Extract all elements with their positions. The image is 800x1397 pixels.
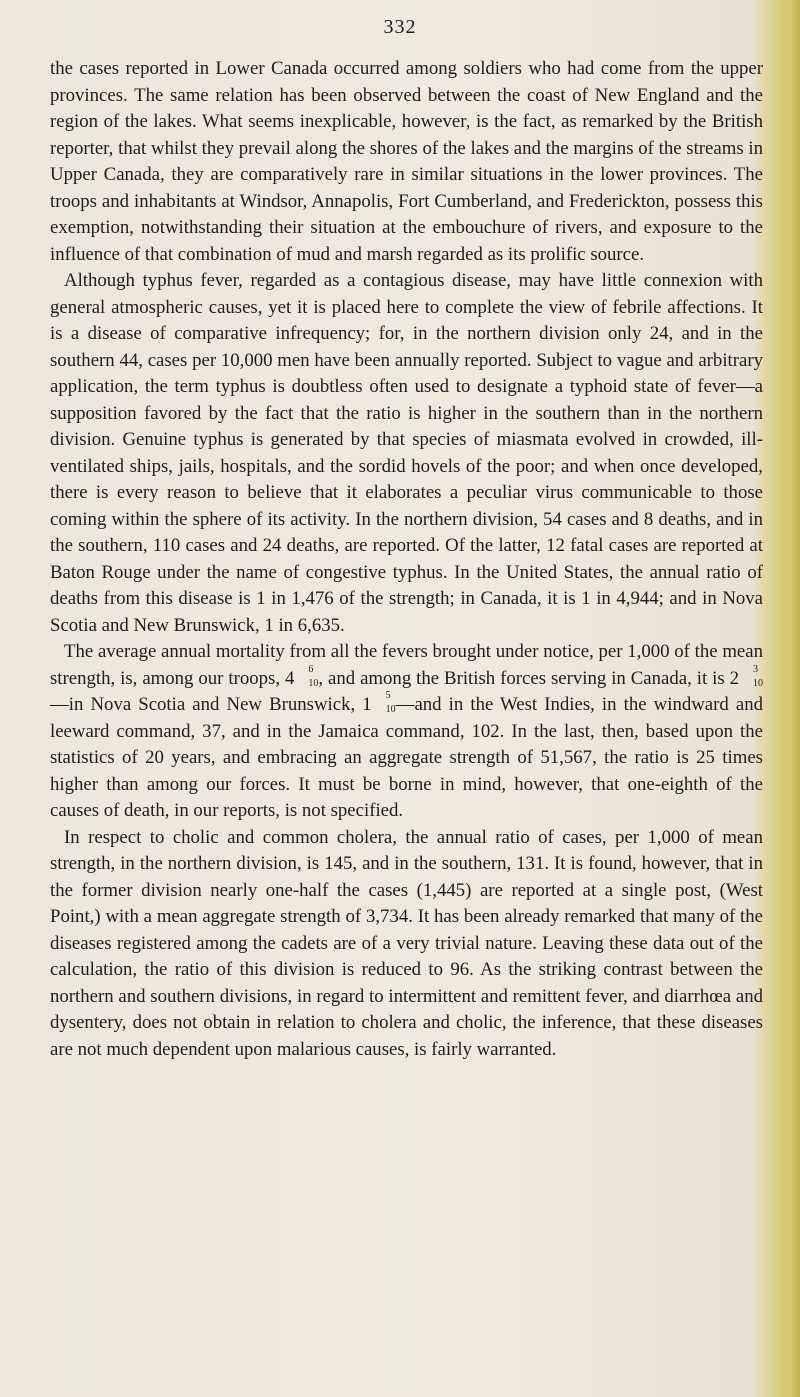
- body-text: [50, 56, 763, 1063]
- paragraph-3-part-d: —and in the West Indies, in the windward and leeward command, 37, and in the Jamaica command, 102. In the last, then, based upon the statistics of 20 years, and embracing an aggregate strength of 51,567, the ratio is 25 times higher than among our forces. It must be borne in mind, however, that one-eighth of the causes of death, in our reports, is not specified.: [50, 694, 764, 821]
- fraction-2-denominator: 10: [753, 677, 763, 689]
- fraction-3: [372, 690, 396, 715]
- page-number: 332: [383, 16, 417, 38]
- fraction-1: [294, 663, 319, 689]
- fraction-2: [739, 663, 763, 689]
- paragraph-3: [50, 639, 763, 825]
- paragraph-4: In respect to cholic and common cholera, the annual ratio of cases, per 1,000 of mean strength, in the northern division, is 145, and in the southern, 131. It is found, however, that in the former division nearly one-half the cases (1,445) are reported at a single post, (West Point,) with a mean aggregate strength of 3,734. It has been already remarked that many of the diseases registered among the cadets are of a very trivial nature. Leaving these data out of the calculation, the ratio of this division is reduced to 96. As the striking contrast between the northern and southern divisions, in regard to intermittent and remittent fever, and diarrhœa and dysentery, does not obtain in relation to cholera and cholic, the inference, that these diseases are not much dependent upon malarious causes, is fairly warranted.: [50, 826, 763, 1060]
- fraction-3-numerator: 5: [385, 690, 391, 701]
- page-edge-stain: [778, 0, 800, 1397]
- paragraph-1: the cases reported in Lower Canada occurred among soldiers who had come from the upper provinces. The same relation has been observed between the coast of New England and the region of the lakes. What seems inexplicable, however, is the fact, as remarked by the British reporter, that whilst they prevail along the shores of the lakes and the margins of the streams in Upper Canada, they are comparatively rare in similar situations in the lower provinces. The troops and inhabitants at Windsor, Annapolis, Fort Cumberland, and Frederickton, possess this exemption, notwithstanding their situation at the embouchure of rivers, and exposure to the influence of that combination of mud and marsh regarded as its prolific source.: [50, 58, 763, 265]
- fraction-1-numerator: 6: [308, 663, 314, 675]
- fraction-1-denominator: 10: [308, 677, 319, 689]
- paragraph-3-part-b: , and among the British forces serving in Canada, it is 2: [318, 667, 739, 689]
- fraction-3-denominator: 10: [385, 704, 396, 715]
- paragraph-3-part-c: —in Nova Scotia and New Brunswick, 1: [50, 694, 372, 715]
- fraction-2-numerator: 3: [753, 663, 758, 675]
- paragraph-3-part-a: The average annual mortality from all the fevers brought under notice, per 1,000 of the mean strength, is, among our troops, 4: [50, 641, 763, 689]
- paragraph-2: Although typhus fever, regarded as a contagious disease, may have little connexion with general atmospheric causes, yet it is placed here to complete the view of febrile affections. It is a disease of comparative infrequency; for, in the northern division only 24, and in the southern 44, cases per 10,000 men have been annually reported. Subject to vague and arbitrary application, the term typhus is doubtless often used to designate a typhoid state of fever—a supposition favored by the fact that the ratio is higher in the southern than in the northern division. Genuine typhus is generated by that species of miasmata evolved in crowded, ill-ventilated ships, jails, hospitals, and the sordid hovels of the poor; and when once developed, there is every reason to believe that it elaborates a peculiar virus communicable to those coming within the sphere of its activity. In the northern division, 54 cases and 8 deaths, and in the southern, 110 cases and 24 deaths, are reported. Of the latter, 12 fatal cases are reported at Baton Rouge under the name of congestive typhus. In the United States, the annual ratio of deaths from this disease is 1 in 1,476 of the strength; in Canada, it is 1 in 4,944; and in Nova Scotia and New Brunswick, 1 in 6,635.: [50, 270, 763, 636]
